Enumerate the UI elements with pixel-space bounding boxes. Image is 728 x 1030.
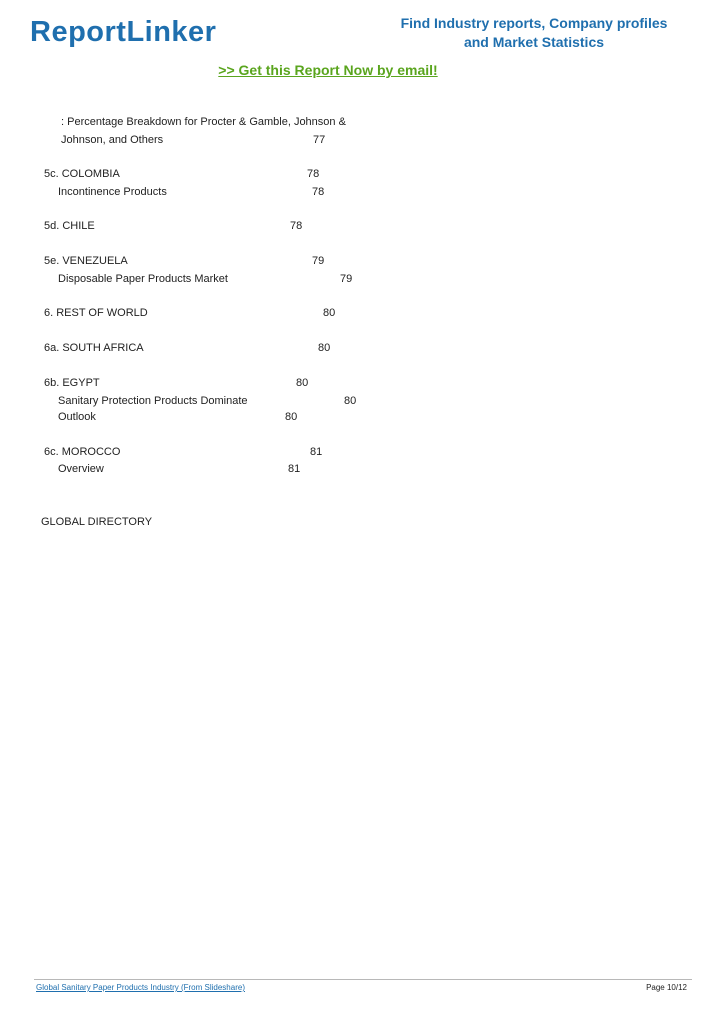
toc-entry-text: Disposable Paper Products Market bbox=[58, 273, 228, 285]
toc-page-number: 80 bbox=[344, 395, 357, 407]
toc-entry-text: 6. REST OF WORLD bbox=[44, 307, 148, 319]
footer-source-link[interactable]: Global Sanitary Paper Products Industry (From Slideshare) bbox=[36, 983, 245, 992]
header-tagline bbox=[384, 14, 684, 52]
tagline-line-1: Find Industry reports, Company profiles bbox=[400, 15, 668, 31]
toc-page-number: 79 bbox=[340, 273, 353, 285]
toc-entry-text: Sanitary Protection Products Dominate bbox=[58, 395, 248, 407]
toc-entry-text: 6b. EGYPT bbox=[44, 377, 100, 389]
get-report-email-link[interactable] bbox=[0, 62, 728, 78]
toc-entry-text: GLOBAL DIRECTORY bbox=[41, 516, 153, 528]
tagline-line-2: and Market Statistics bbox=[463, 34, 605, 50]
toc-page-number: 81 bbox=[288, 463, 301, 475]
toc-page-number: 78 bbox=[290, 220, 303, 232]
toc-entry-text: 6c. MOROCCO bbox=[44, 446, 121, 458]
toc-page-number: 79 bbox=[312, 255, 325, 267]
toc-entry-text: : Percentage Breakdown for Procter & Gamble, Johnson & bbox=[61, 116, 346, 128]
reportlinker-logo[interactable]: ReportLinker bbox=[30, 16, 217, 48]
toc-page-number: 80 bbox=[318, 342, 331, 354]
footer-divider bbox=[34, 979, 692, 980]
toc-page-number: 77 bbox=[313, 134, 326, 146]
toc-entry-text: 6a. SOUTH AFRICA bbox=[44, 342, 144, 354]
get-report-email-label: >> Get this Report Now by email! bbox=[218, 62, 438, 78]
toc-entry-text: Incontinence Products bbox=[58, 186, 167, 198]
footer-page-number: Page 10/12 bbox=[646, 983, 687, 992]
toc-page-number: 78 bbox=[312, 186, 325, 198]
toc-entry-text: Outlook bbox=[58, 411, 96, 423]
toc-entry-text: Johnson, and Others bbox=[61, 134, 164, 146]
toc-page-number: 80 bbox=[296, 377, 309, 389]
toc-entry-text: 5e. VENEZUELA bbox=[44, 255, 128, 267]
toc-page-number: 78 bbox=[307, 168, 320, 180]
toc-page-number: 81 bbox=[310, 446, 323, 458]
toc-page-number: 80 bbox=[323, 307, 336, 319]
toc-entry-text: Overview bbox=[58, 463, 104, 475]
toc-page-number: 80 bbox=[285, 411, 298, 423]
toc-entry-text: 5c. COLOMBIA bbox=[44, 168, 120, 180]
toc-entry-text: 5d. CHILE bbox=[44, 220, 95, 232]
